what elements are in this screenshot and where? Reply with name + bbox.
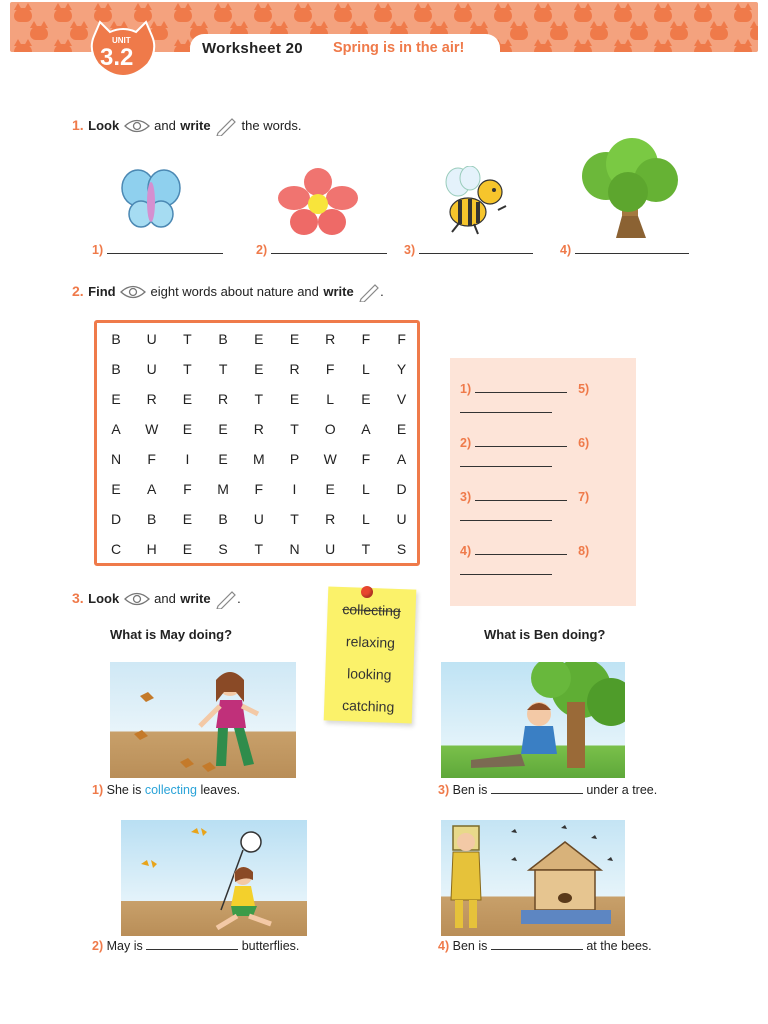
answer-blank[interactable] (475, 436, 567, 447)
cat-pattern-icon (510, 26, 528, 40)
grid-letter[interactable]: U (146, 331, 157, 347)
answer-blank[interactable] (491, 939, 583, 950)
cat-pattern-icon (750, 26, 758, 40)
cat-pattern-icon (734, 44, 752, 52)
cat-pattern-icon (734, 8, 752, 22)
cat-pattern-icon (654, 8, 672, 22)
answer-blank[interactable] (460, 466, 552, 467)
grid-letter[interactable]: T (361, 541, 371, 557)
cat-pattern-icon (550, 26, 568, 40)
grid-letter[interactable]: W (323, 451, 337, 467)
flower-picture (276, 166, 360, 238)
grid-letter[interactable]: C (110, 541, 122, 557)
cat-pattern-icon (254, 8, 272, 22)
answer-number: 6) (578, 436, 590, 450)
section1-instruction (72, 116, 302, 136)
cat-pattern-icon (54, 44, 72, 52)
cat-pattern-icon (670, 26, 688, 40)
grid-letter[interactable]: E (218, 421, 228, 437)
sentence-start: Ben is (452, 939, 488, 953)
sentence-end: at the bees. (586, 939, 652, 953)
grid-letter[interactable]: L (361, 361, 370, 377)
worksheet-subtitle: Spring is in the air! (333, 40, 465, 56)
answer-line-4[interactable] (560, 243, 689, 257)
sentence-4 (438, 939, 652, 953)
cat-pattern-icon (334, 8, 352, 22)
sentence-2 (92, 939, 299, 953)
cat-pattern-icon (614, 8, 632, 22)
grid-letter[interactable]: E (182, 541, 193, 557)
answer-number: 4) (560, 243, 572, 257)
grid-letter[interactable]: R (146, 391, 157, 407)
eye-icon (120, 285, 146, 299)
grid-letter[interactable]: U (396, 511, 407, 527)
answer-line-2[interactable] (256, 243, 387, 257)
answer-blank[interactable] (460, 574, 552, 575)
grid-letter[interactable]: H (146, 541, 157, 557)
grid-letter[interactable]: I (185, 451, 190, 467)
grid-letter[interactable]: R (218, 391, 229, 407)
grid-letter[interactable]: E (182, 391, 193, 407)
grid-letter[interactable]: V (396, 391, 407, 407)
ben-relaxing-picture (441, 662, 625, 778)
grid-letter[interactable]: N (289, 541, 300, 557)
grid-letter[interactable]: T (254, 541, 264, 557)
grid-letter[interactable]: F (183, 481, 192, 497)
answer-number: 4) (460, 544, 472, 558)
find-label: Find (88, 284, 116, 300)
grid-letter[interactable]: T (254, 391, 264, 407)
worksheet-title: Worksheet 20 (202, 40, 303, 57)
eye-icon (124, 592, 150, 606)
answer-number: 1) (92, 243, 104, 257)
answer-number: 1) (460, 382, 472, 396)
answer-number: 5) (578, 382, 590, 396)
grid-letter[interactable]: O (324, 421, 336, 437)
answer-number: 8) (578, 544, 590, 558)
word-bank-item: catching (341, 697, 395, 715)
grid-letter[interactable]: A (361, 421, 371, 437)
grid-letter[interactable]: E (254, 331, 264, 347)
cat-pattern-icon (30, 26, 48, 40)
answer-number: 3) (460, 490, 472, 504)
may-catching-butterflies-picture (121, 820, 307, 936)
answer-blank[interactable] (475, 544, 567, 555)
section2-end: . (380, 284, 384, 300)
grid-letter[interactable]: F (254, 481, 264, 497)
grid-letter[interactable]: N (110, 451, 122, 467)
grid-letter[interactable]: F (147, 451, 156, 467)
cat-pattern-icon (454, 8, 472, 22)
grid-letter[interactable]: T (183, 361, 192, 377)
grid-letter[interactable]: E (218, 451, 228, 467)
section3-end: . (237, 591, 241, 607)
answer-blank[interactable] (460, 520, 552, 521)
grid-letter[interactable]: M (217, 481, 229, 497)
grid-letter[interactable]: T (290, 511, 299, 527)
grid-letter[interactable]: R (253, 421, 264, 437)
cat-pattern-icon (630, 26, 648, 40)
answer-blank[interactable] (146, 939, 238, 950)
answer-row-2[interactable] (460, 436, 589, 450)
grid-letter[interactable]: B (218, 511, 228, 527)
answer-blank[interactable] (271, 243, 387, 254)
answer-row-4[interactable] (460, 544, 589, 558)
cat-pattern-icon (374, 8, 392, 22)
cat-pattern-icon (214, 8, 232, 22)
cat-pattern-icon (654, 44, 672, 52)
cat-pattern-icon (614, 44, 632, 52)
question-ben: What is Ben doing? (484, 627, 606, 642)
grid-letter[interactable]: D (110, 511, 122, 527)
grid-letter[interactable]: E (111, 391, 121, 407)
grid-letter[interactable]: S (218, 541, 228, 557)
unit-number: 3.2 (100, 44, 134, 71)
grid-letter[interactable]: L (361, 481, 370, 497)
word-search-answer-box (450, 358, 636, 606)
cat-pattern-icon (574, 8, 592, 22)
grid-letter[interactable]: T (218, 361, 228, 377)
grid-letter[interactable]: A (111, 421, 121, 437)
sentence-end: butterflies. (241, 939, 300, 953)
grid-letter[interactable]: F (325, 361, 335, 377)
grid-letter[interactable]: E (182, 511, 193, 527)
eye-icon (124, 119, 150, 133)
cat-pattern-icon (174, 8, 192, 22)
bee-picture (440, 166, 510, 240)
grid-letter[interactable]: R (325, 511, 336, 527)
section2-instruction (72, 282, 384, 302)
word-bank-note (324, 587, 417, 724)
answer-blank[interactable] (460, 412, 552, 413)
grid-letter[interactable]: E (254, 361, 264, 377)
cat-pattern-icon (54, 8, 72, 22)
grid-letter[interactable]: B (111, 331, 121, 347)
example-answer: collecting (144, 783, 197, 797)
section1-rest: the words. (241, 118, 302, 134)
cat-pattern-icon (590, 26, 608, 40)
answer-line-1[interactable] (92, 243, 223, 257)
grid-letter[interactable]: E (396, 421, 407, 437)
cat-pattern-icon (694, 44, 712, 52)
cat-pattern-icon (494, 8, 512, 22)
grid-letter[interactable]: E (182, 421, 193, 437)
grid-letter[interactable]: F (361, 451, 371, 467)
write-label: write (180, 591, 211, 607)
grid-letter[interactable]: B (111, 361, 121, 377)
section1-number: 1. (72, 117, 84, 134)
and-label: and (154, 118, 176, 134)
grid-letter[interactable]: E (289, 391, 300, 407)
cat-pattern-icon (14, 44, 32, 52)
grid-letter[interactable]: U (146, 361, 157, 377)
grid-letter[interactable]: D (396, 481, 407, 497)
grid-letter[interactable]: E (289, 331, 300, 347)
grid-letter[interactable]: P (289, 451, 300, 467)
question-may: What is May doing? (110, 627, 233, 642)
answer-row-3[interactable] (460, 490, 589, 504)
write-label: write (180, 118, 211, 134)
grid-letter[interactable]: E (361, 391, 371, 407)
cat-pattern-icon (414, 8, 432, 22)
may-collecting-leaves-picture (110, 662, 296, 778)
grid-letter[interactable]: B (147, 511, 157, 527)
look-label: Look (88, 118, 120, 134)
answer-row-1[interactable] (460, 382, 589, 396)
answer-number: 7) (578, 490, 590, 504)
answer-blank[interactable] (475, 382, 567, 393)
sentence-number: 3) (438, 783, 450, 797)
cat-pattern-icon (574, 44, 592, 52)
sentence-number: 1) (92, 783, 104, 797)
grid-letter[interactable]: M (252, 451, 265, 467)
answer-number: 2) (460, 436, 472, 450)
grid-letter[interactable]: U (325, 541, 336, 557)
sentence-start: Ben is (452, 783, 488, 797)
grid-letter[interactable]: E (325, 481, 335, 497)
answer-blank[interactable] (419, 243, 533, 254)
grid-letter[interactable]: E (111, 481, 121, 497)
section3-instruction (72, 589, 241, 609)
grid-letter[interactable]: L (326, 391, 335, 407)
unit-label: UNIT (112, 36, 131, 45)
answer-blank[interactable] (107, 243, 223, 254)
answer-blank[interactable] (575, 243, 689, 254)
tree-picture (576, 136, 684, 240)
answer-number: 3) (404, 243, 416, 257)
word-bank-item: looking (346, 665, 392, 683)
grid-letter[interactable]: A (147, 481, 157, 497)
section3-number: 3. (72, 590, 84, 607)
answer-blank[interactable] (475, 490, 567, 501)
grid-letter[interactable]: R (325, 331, 336, 347)
cat-pattern-icon (534, 8, 552, 22)
grid-letter[interactable]: B (218, 331, 228, 347)
cat-pattern-icon (294, 8, 312, 22)
section2-number: 2. (72, 283, 84, 300)
sentence-3 (438, 783, 657, 797)
cat-pattern-icon (710, 26, 728, 40)
word-bank-item: relaxing (345, 633, 396, 651)
grid-letter[interactable]: S (396, 541, 407, 557)
grid-letter[interactable]: F (361, 331, 371, 347)
pencil-icon (215, 116, 237, 136)
section2-middle: eight words about nature and (150, 284, 319, 300)
ben-looking-at-bees-picture (441, 820, 625, 936)
cat-pattern-icon (14, 8, 32, 22)
grid-letter[interactable]: F (397, 331, 406, 347)
answer-number: 2) (256, 243, 268, 257)
cat-pattern-icon (534, 44, 552, 52)
sentence-1 (92, 783, 240, 797)
answer-line-3[interactable] (404, 243, 533, 257)
answer-blank[interactable] (491, 783, 583, 794)
butterfly-picture (116, 166, 186, 236)
grid-letter[interactable]: W (145, 421, 159, 437)
look-label: Look (88, 591, 120, 607)
cat-pattern-icon (694, 8, 712, 22)
grid-letter[interactable]: A (396, 451, 407, 467)
grid-letter[interactable]: R (289, 361, 300, 377)
grid-letter[interactable]: I (292, 481, 297, 497)
and-label: and (154, 591, 176, 607)
sentence-number: 2) (92, 939, 104, 953)
pencil-icon (215, 589, 237, 609)
grid-letter[interactable]: Y (396, 361, 407, 377)
sentence-start: May is (106, 939, 143, 953)
sentence-end: under a tree. (586, 783, 658, 797)
write-label: write (323, 284, 354, 300)
grid-letter[interactable]: T (183, 331, 192, 347)
pencil-icon (358, 282, 380, 302)
pin-icon (361, 586, 373, 598)
word-bank-item: collecting (342, 601, 402, 620)
grid-letter[interactable]: U (253, 511, 264, 527)
grid-letter[interactable]: L (361, 511, 370, 527)
sentence-number: 4) (438, 939, 450, 953)
grid-letter[interactable]: T (290, 421, 299, 437)
word-search-grid[interactable] (94, 320, 420, 566)
sentence-start: She is (106, 783, 142, 797)
sentence-end: leaves. (200, 783, 241, 797)
